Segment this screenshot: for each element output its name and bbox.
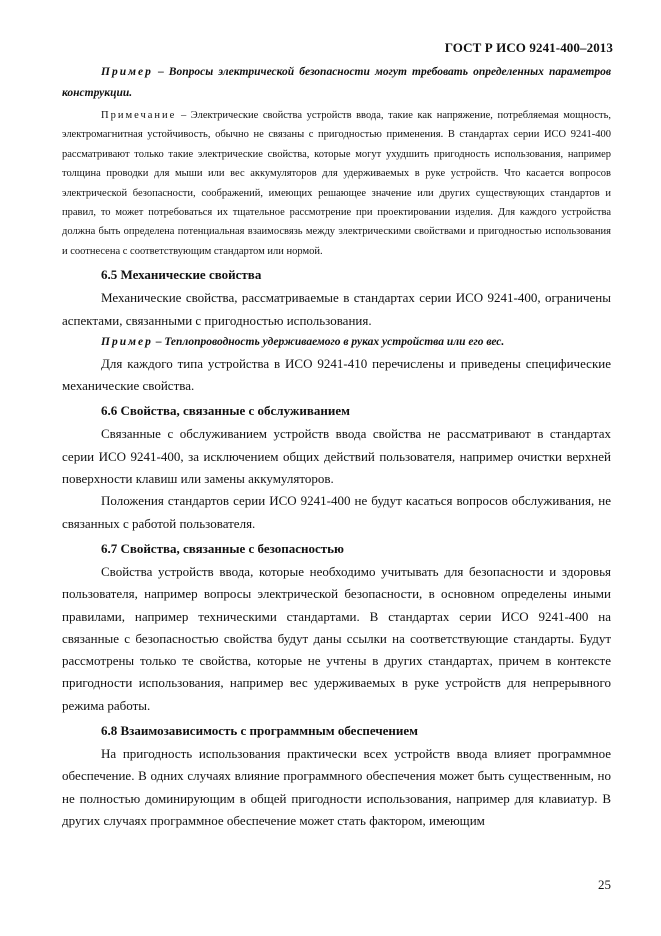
example-text: Теплопроводность удерживаемого в руках устройства или его вес. [164,335,505,348]
section-6-6-paragraph-2: Положения стандартов серии ИСО 9241-400 не будут касаться вопросов обслуживания, не связанных с работой пользователя. [62,493,611,531]
example-label: Пример [101,335,153,348]
example-electrical-safety [62,62,611,104]
section-6-6-heading: 6.6 Свойства, связанные с обслуживанием [101,403,350,419]
section-6-8-heading: 6.8 Взаимозависимость с программным обеспечением [101,723,419,738]
page-number: 25 [598,877,611,892]
page-content [62,62,611,832]
example-dash: – [157,66,164,78]
note-paragraph [62,106,611,261]
section-6-5-paragraph-1: Механические свойства, рассматриваемые в стандартах серии ИСО 9241-400, ограничены аспектами, связанными с пригодностью использования. [62,290,611,328]
section-6-7-heading: 6.7 Свойства, связанные с безопасностью [101,540,344,556]
example-thermal-conductivity [62,332,611,353]
section-6-6-paragraph-1: Связанные с обслуживанием устройств ввода свойства не рассматривают в стандартах серии ИСО 9241-400, за исключением общих действий пользователя, например очистки верхней поверхности клавиш или замены аккумуляторов. [62,426,611,487]
section-6-8-paragraph-1: На пригодность использования практически всех устройств ввода влияет программное обеспечение. В одних случаях влияние программного обеспечения может быть существенным, но не полностью доминирующим в общей пригодности использования, например для клавиатур. В других случаях программное обеспечение может стать фактором, имеющим [62,746,611,828]
example-label: Пример [101,66,153,78]
section-6-5-paragraph-2: Для каждого типа устройства в ИСО 9241-410 перечислены и приведены специфические механические свойства. [62,355,611,394]
note-label: Примечание [101,110,177,121]
example-text: Вопросы электрической безопасности могут требовать определенных параметров конструкции. [62,66,612,99]
example-dash: – [155,335,162,348]
section-6-5-heading: 6.5 Механические свойства [101,267,262,283]
document-header: ГОСТ Р ИСО 9241-400–2013 [444,40,613,55]
note-dash: – [180,110,187,121]
section-6-7-paragraph-1: Свойства устройств ввода, которые необходимо учитывать для безопасности и здоровья пользователя, например вопросы электрической безопасности, в основном определены иными правилами, например техническими стандартами. В стандартах серии ИСО 9241-400 на связанные с безопасностью свойства будут даны ссылки на соответствующие стандарты. Будут рассмотрены только те свойства, которые не учтены в других стандартах, причем в контексте пригодности использования, например вес удерживаемых в руке устройств для непрерывного режима работы. [62,563,611,713]
note-text: Электрические свойства устройств ввода, такие как напряжение, потребляемая мощность, электромагнитная устойчивость, обычно не связаны с пригодностью применения. В стандартах серии ИСО 9241-400 рассматривают только такие электрические свойства, которые могут ухудшить пригодность использования, например толщина проводки для мыши или вес аккумуляторов для удерживаемых в руке устройств. Что касается вопросов электрической безопасности, соображений, имеющих решающее значение или других существующих стандартов и правил, то может потребоваться их тщательное рассмотрение при проектировании изделия. Для каждого устройства должна быть определена потенциальная взаимосвязь между электрическими свойствами и пригодностью использования и соотнесена с соответствующим стандартом или нормой. [62,110,612,257]
